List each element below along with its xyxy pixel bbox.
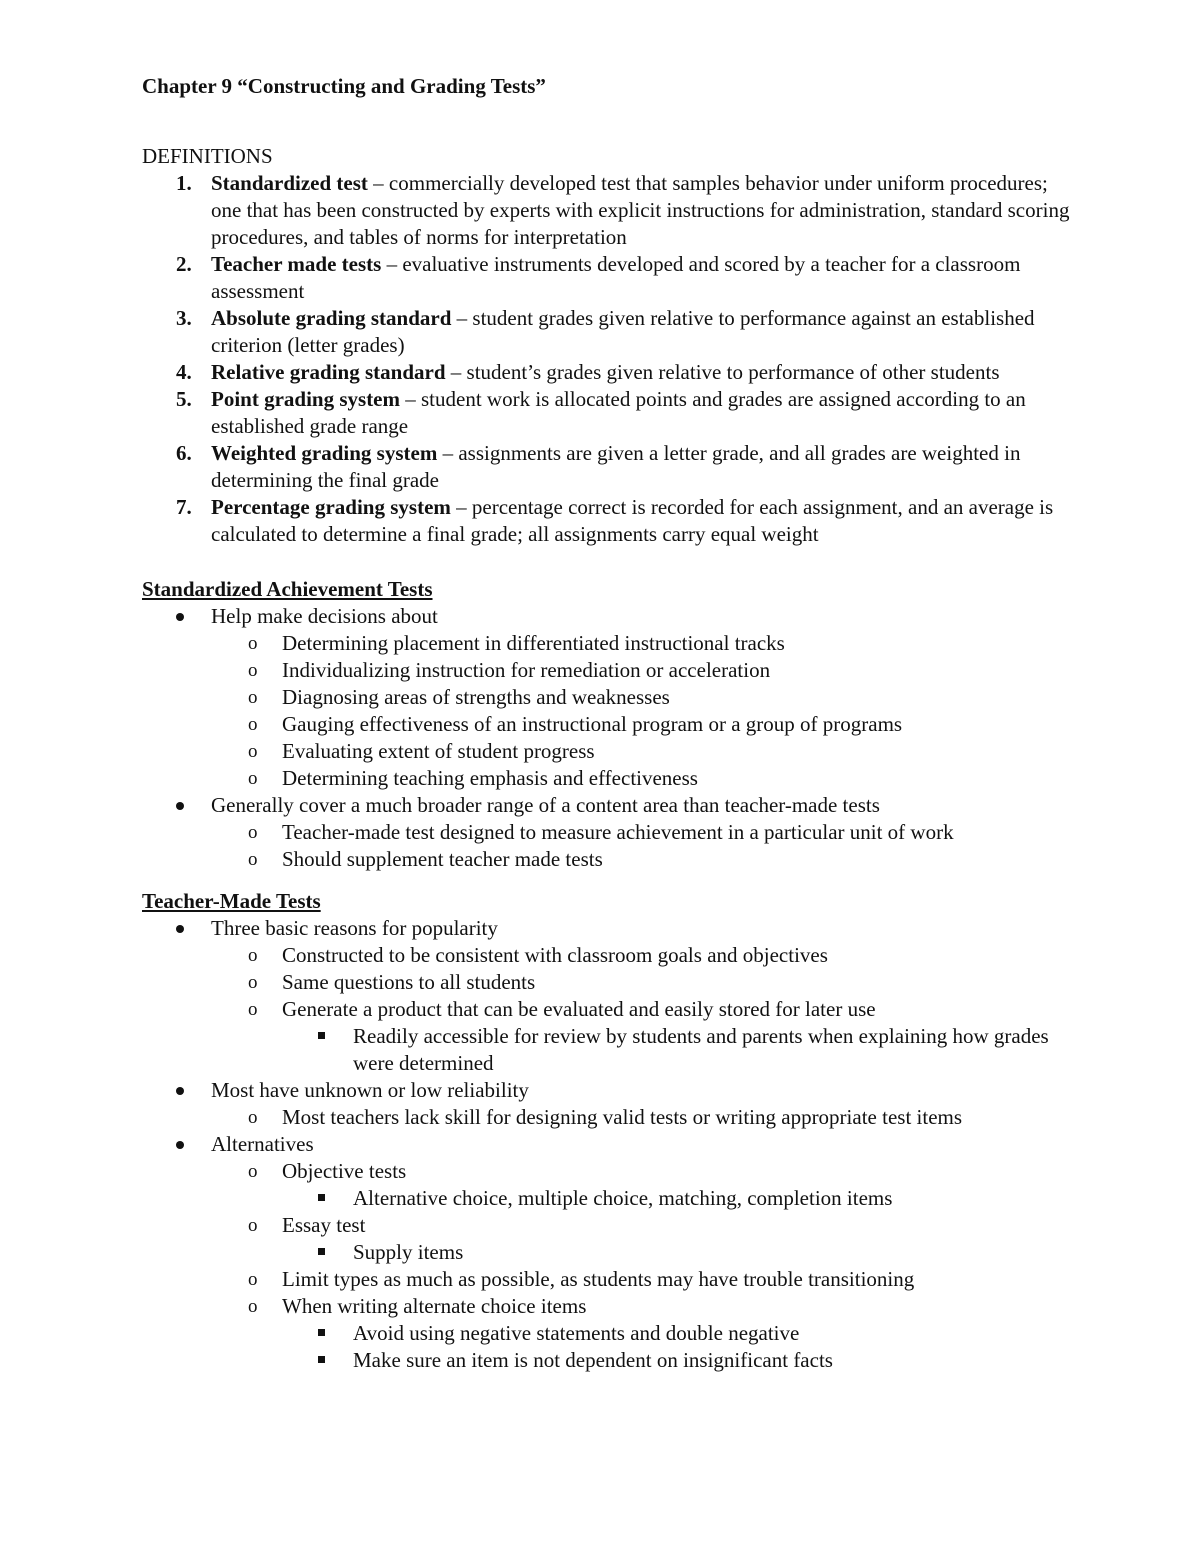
detail-bullet-item <box>142 1347 1053 1374</box>
definition-item <box>142 440 1071 494</box>
detail-bullet-text: Alternative choice, multiple choice, matching, completion items <box>353 1186 893 1210</box>
sub-bullet-item: o Evaluating extent of student progress <box>248 739 595 763</box>
detail-bullet-text: Make sure an item is not dependent on insignificant facts <box>353 1348 833 1372</box>
bullet-text: Three basic reasons for popularity <box>211 916 498 940</box>
definition-item <box>142 494 1071 548</box>
sub-bullet-text: Determining placement in differentiated instructional tracks <box>282 631 785 655</box>
sub-bullet-item: o Determining placement in differentiated instructional tracks <box>248 631 785 655</box>
definition-text: – assignments are given a letter grade, and all grades are weighted in determining the final grade <box>211 441 1021 492</box>
sub-bullet-text: Should supplement teacher made tests <box>282 847 603 871</box>
detail-bullet-item <box>142 1239 1053 1266</box>
definition-term: Point grading system <box>211 387 400 411</box>
bullet-item <box>142 915 1142 942</box>
sub-bullet-item: o Gauging effectiveness of an instructional program or a group of programs <box>248 712 903 736</box>
item-number: 3. <box>176 306 192 330</box>
definition-term: Relative grading standard <box>211 360 446 384</box>
sub-bullet-item: o Essay test <box>248 1213 366 1237</box>
item-number: 7. <box>176 495 192 519</box>
definition-text: – student’s grades given relative to performance of other students <box>445 360 1000 384</box>
standardized-tests-section <box>142 576 1142 873</box>
sub-bullet-text: When writing alternate choice items <box>282 1294 587 1318</box>
detail-bullet-item <box>142 1185 1053 1212</box>
definition-text: – student work is allocated points and grades are assigned according to an established grade range <box>211 387 1026 438</box>
definition-text: – percentage correct is recorded for each assignment, and an average is calculated to determine a final grade; all assignments carry equal weight <box>211 495 1054 546</box>
sub-bullet-text: Teacher-made test designed to measure achievement in a particular unit of work <box>282 820 954 844</box>
bullet-text: Help make decisions about <box>211 604 438 628</box>
definition-text: – commercially developed test that samples behavior under uniform procedures; one that has been constructed by experts with explicit instructions for administration, standard scoring procedures, and tables of norms for interpretation <box>211 171 1070 249</box>
sub-bullet-text: Generate a product that can be evaluated and easily stored for later use <box>282 997 876 1021</box>
definition-term: Standardized test <box>211 171 368 195</box>
sub-bullet-item: o Objective tests <box>248 1159 407 1183</box>
sub-bullet-item: o Generate a product that can be evaluated and easily stored for later use <box>248 997 876 1021</box>
sub-bullet-item: o Limit types as much as possible, as students may have trouble transitioning <box>248 1267 915 1291</box>
section-heading: Standardized Achievement Tests <box>142 577 433 601</box>
sub-bullet-text: Essay test <box>282 1213 366 1237</box>
page-title: Chapter 9 “Constructing and Grading Tests” <box>142 74 546 98</box>
sub-bullet-text: Gauging effectiveness of an instructional program or a group of programs <box>282 712 903 736</box>
definition-item <box>142 305 1071 359</box>
detail-bullet-item <box>142 1320 1053 1347</box>
definitions-list <box>142 170 1142 548</box>
sub-bullet-item: o Teacher-made test designed to measure achievement in a particular unit of work <box>248 820 954 844</box>
definition-term: Percentage grading system <box>211 495 451 519</box>
definition-item <box>142 386 1071 440</box>
sub-bullet-item: o Same questions to all students <box>248 970 536 994</box>
sub-bullet-text: Evaluating extent of student progress <box>282 739 595 763</box>
section-heading: Teacher-Made Tests <box>142 889 321 913</box>
sub-bullet-item: o Should supplement teacher made tests <box>248 847 603 871</box>
sub-bullet-text: Constructed to be consistent with classroom goals and objectives <box>282 943 828 967</box>
sub-bullet-item: o Constructed to be consistent with classroom goals and objectives <box>248 943 828 967</box>
definition-item <box>142 170 1071 251</box>
detail-bullet-text: Readily accessible for review by students and parents when explaining how grades were determined <box>353 1024 1049 1075</box>
sub-bullet-text: Diagnosing areas of strengths and weaknesses <box>282 685 670 709</box>
definition-term: Teacher made tests <box>211 252 382 276</box>
definitions-section <box>142 170 1142 548</box>
bullet-text: Most have unknown or low reliability <box>211 1078 529 1102</box>
item-number: 4. <box>176 360 192 384</box>
detail-bullet-text: Avoid using negative statements and double negative <box>353 1321 800 1345</box>
definitions-heading: DEFINITIONS <box>142 144 273 168</box>
definition-text: – evaluative instruments developed and scored by a teacher for a classroom assessment <box>211 252 1021 303</box>
sub-bullet-item: o Diagnosing areas of strengths and weaknesses <box>248 685 670 709</box>
sub-bullet-text: Limit types as much as possible, as students may have trouble transitioning <box>282 1267 915 1291</box>
definition-item <box>142 359 1071 386</box>
sub-bullet-text: Most teachers lack skill for designing valid tests or writing appropriate test items <box>282 1105 963 1129</box>
bullet-item <box>142 1131 1142 1158</box>
detail-bullet-text: Supply items <box>353 1240 464 1264</box>
sub-bullet-item: o Individualizing instruction for remediation or acceleration <box>248 658 771 682</box>
definition-text: – student grades given relative to performance against an established criterion (letter grades) <box>211 306 1035 357</box>
definition-item <box>142 251 1071 305</box>
bullet-item <box>142 603 1142 630</box>
sub-bullet-text: Same questions to all students <box>282 970 536 994</box>
sub-bullet-item: o When writing alternate choice items <box>248 1294 587 1318</box>
item-number: 1. <box>176 171 192 195</box>
item-number: 2. <box>176 252 192 276</box>
detail-bullet-item <box>142 1023 1053 1077</box>
bullet-text: Alternatives <box>211 1132 314 1156</box>
definition-term: Weighted grading system <box>211 441 438 465</box>
item-number: 5. <box>176 387 192 411</box>
sub-bullet-item: o Most teachers lack skill for designing valid tests or writing appropriate test items <box>248 1105 963 1129</box>
definition-term: Absolute grading standard <box>211 306 452 330</box>
item-number: 6. <box>176 441 192 465</box>
sub-bullet-text: Objective tests <box>282 1159 407 1183</box>
sub-bullet-text: Determining teaching emphasis and effectiveness <box>282 766 698 790</box>
sub-bullet-item: o Determining teaching emphasis and effectiveness <box>248 766 698 790</box>
bullet-item <box>142 1077 1142 1104</box>
teacher-made-tests-section <box>142 888 1142 1374</box>
bullet-text: Generally cover a much broader range of a content area than teacher-made tests <box>211 793 880 817</box>
bullet-item <box>142 792 1142 819</box>
sub-bullet-text: Individualizing instruction for remediation or acceleration <box>282 658 771 682</box>
